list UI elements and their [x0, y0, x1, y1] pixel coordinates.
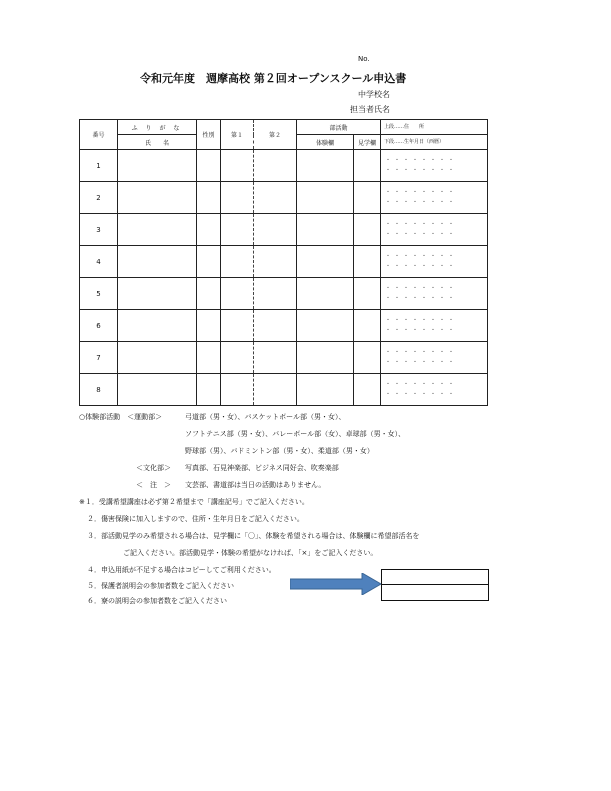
instruction-3a: ３．部活動見学のみ希望される場合は、見学欄に「〇」、体験を希望される場合は、体験欄に希望部活名を	[87, 532, 420, 540]
observe-cell[interactable]	[354, 150, 381, 182]
address-dots: ・・・・・・・・	[385, 252, 458, 260]
table-row	[80, 374, 488, 406]
gender-cell[interactable]	[197, 342, 221, 374]
instruction-6: ６．寮の説明会の参加者数をご記入ください	[87, 597, 227, 605]
header-observe: 見学欄	[354, 135, 381, 150]
row-number: 4	[80, 246, 118, 278]
club-sports-2: ソフトテニス部（男・女）、バレーボール部（女）、卓球部（男・女）、	[185, 430, 406, 438]
trial-cell[interactable]	[297, 374, 354, 406]
address-birthday-cell[interactable]	[381, 342, 488, 374]
birthday-dots: ・・・・・・・・	[385, 390, 458, 398]
address-birthday-cell[interactable]	[381, 150, 488, 182]
first-choice-cell[interactable]	[221, 182, 254, 214]
address-birthday-cell[interactable]	[381, 310, 488, 342]
observe-cell[interactable]	[354, 310, 381, 342]
instruction-1: ※１．受講希望講座は必ず第２希望まで「講座記号」でご記入ください。	[79, 498, 309, 506]
second-choice-cell[interactable]	[254, 374, 297, 406]
first-choice-cell[interactable]	[221, 342, 254, 374]
address-birthday-cell[interactable]	[381, 214, 488, 246]
second-choice-cell[interactable]	[254, 150, 297, 182]
second-choice-cell[interactable]	[254, 214, 297, 246]
table-row	[80, 310, 488, 342]
observe-cell[interactable]	[354, 374, 381, 406]
instruction-5: ５．保護者説明会の参加者数をご記入ください	[87, 582, 234, 590]
second-choice-cell[interactable]	[254, 278, 297, 310]
row-number: 7	[80, 342, 118, 374]
trial-cell[interactable]	[297, 150, 354, 182]
address-dots: ・・・・・・・・	[385, 188, 458, 196]
club-sports-3: 野球部（男）、バドミントン部（男・女）、柔道部（男・女）	[185, 447, 374, 455]
second-choice-cell[interactable]	[254, 310, 297, 342]
birthday-dots: ・・・・・・・・	[385, 294, 458, 302]
observe-cell[interactable]	[354, 182, 381, 214]
address-dots: ・・・・・・・・	[385, 380, 458, 388]
right-arrow-icon	[290, 573, 382, 595]
name-cell[interactable]	[118, 374, 197, 406]
box-divider	[382, 584, 488, 585]
gender-cell[interactable]	[197, 214, 221, 246]
trial-cell[interactable]	[297, 246, 354, 278]
gender-cell[interactable]	[197, 310, 221, 342]
row-number: 5	[80, 278, 118, 310]
address-birthday-cell[interactable]	[381, 246, 488, 278]
address-dots: ・・・・・・・・	[385, 156, 458, 164]
birthday-dots: ・・・・・・・・	[385, 262, 458, 270]
table-row	[80, 182, 488, 214]
trial-cell[interactable]	[297, 310, 354, 342]
row-number: 3	[80, 214, 118, 246]
second-choice-cell[interactable]	[254, 342, 297, 374]
first-choice-cell[interactable]	[221, 246, 254, 278]
observe-cell[interactable]	[354, 278, 381, 310]
row-number: 2	[80, 182, 118, 214]
header-second-choice: 第２	[254, 120, 297, 150]
address-birthday-cell[interactable]	[381, 278, 488, 310]
second-choice-cell[interactable]	[254, 182, 297, 214]
header-number: 番号	[80, 120, 118, 150]
address-birthday-cell[interactable]	[381, 182, 488, 214]
observe-cell[interactable]	[354, 246, 381, 278]
table-row	[80, 278, 488, 310]
header-trial: 体験欄	[297, 135, 354, 150]
instruction-2: ２．傷害保険に加入しますので、住所・生年月日をご記入ください。	[87, 515, 304, 523]
gender-cell[interactable]	[197, 278, 221, 310]
name-cell[interactable]	[118, 182, 197, 214]
application-table	[79, 119, 488, 406]
club-heading: ○体験部活動 ＜運動部＞	[79, 413, 163, 421]
header-name: 氏 名	[118, 135, 197, 150]
trial-cell[interactable]	[297, 182, 354, 214]
row-number: 6	[80, 310, 118, 342]
club-culture: 写真部、石見神楽部、ビジネス同好会、吹奏楽部	[185, 464, 339, 472]
first-choice-cell[interactable]	[221, 214, 254, 246]
header-first-choice: 第１	[221, 120, 254, 150]
name-cell[interactable]	[118, 214, 197, 246]
birthday-dots: ・・・・・・・・	[385, 198, 458, 206]
birthday-dots: ・・・・・・・・	[385, 358, 458, 366]
header-birthday: 下段……生年月日（西暦）	[381, 135, 488, 150]
club-note-label: ＜ 注 ＞	[136, 481, 171, 489]
first-choice-cell[interactable]	[221, 150, 254, 182]
address-dots: ・・・・・・・・	[385, 348, 458, 356]
address-dots: ・・・・・・・・	[385, 316, 458, 324]
school-name-label: 中学校名	[358, 90, 390, 99]
birthday-dots: ・・・・・・・・	[385, 230, 458, 238]
teacher-name-label: 担当者氏名	[350, 105, 390, 114]
club-culture-label: ＜文化部＞	[136, 464, 171, 472]
birthday-dots: ・・・・・・・・	[385, 326, 458, 334]
header-address: 上段……住 所	[381, 120, 488, 135]
name-cell[interactable]	[118, 278, 197, 310]
table-row	[80, 246, 488, 278]
gender-cell[interactable]	[197, 374, 221, 406]
table-row	[80, 150, 488, 182]
first-choice-cell[interactable]	[221, 310, 254, 342]
gender-cell[interactable]	[197, 150, 221, 182]
trial-cell[interactable]	[297, 278, 354, 310]
club-sports-1: 弓道部（男・女）、バスケットボール部（男・女）、	[185, 413, 346, 421]
birthday-dots: ・・・・・・・・	[385, 166, 458, 174]
name-cell[interactable]	[118, 246, 197, 278]
row-number: 1	[80, 150, 118, 182]
form-number-label: No.	[358, 55, 370, 63]
address-birthday-cell[interactable]	[381, 374, 488, 406]
row-number: 8	[80, 374, 118, 406]
address-dots: ・・・・・・・・	[385, 220, 458, 228]
table-row	[80, 214, 488, 246]
instruction-3b: ご記入ください。部活動見学・体験の希望がなければ、「×」をご記入ください。	[123, 549, 378, 557]
gender-cell[interactable]	[197, 246, 221, 278]
name-cell[interactable]	[118, 342, 197, 374]
trial-cell[interactable]	[297, 342, 354, 374]
observe-cell[interactable]	[354, 342, 381, 374]
table-row	[80, 342, 488, 374]
name-cell[interactable]	[118, 150, 197, 182]
header-club: 部活動	[297, 120, 381, 135]
header-gender: 性別	[197, 120, 221, 150]
instruction-4: ４．申込用紙が不足する場合はコピーしてご利用ください。	[87, 566, 276, 574]
club-note: 文芸部、書道部は当日の活動はありません。	[185, 481, 326, 489]
header-furigana: ふ り が な	[118, 120, 197, 135]
address-dots: ・・・・・・・・	[385, 284, 458, 292]
observe-cell[interactable]	[354, 214, 381, 246]
first-choice-cell[interactable]	[221, 374, 254, 406]
gender-cell[interactable]	[197, 182, 221, 214]
trial-cell[interactable]	[297, 214, 354, 246]
second-choice-cell[interactable]	[254, 246, 297, 278]
name-cell[interactable]	[118, 310, 197, 342]
first-choice-cell[interactable]	[221, 278, 254, 310]
page-title: 令和元年度 週摩高校 第２回オープンスクール申込書	[140, 72, 407, 85]
participant-count-box[interactable]	[381, 569, 489, 601]
